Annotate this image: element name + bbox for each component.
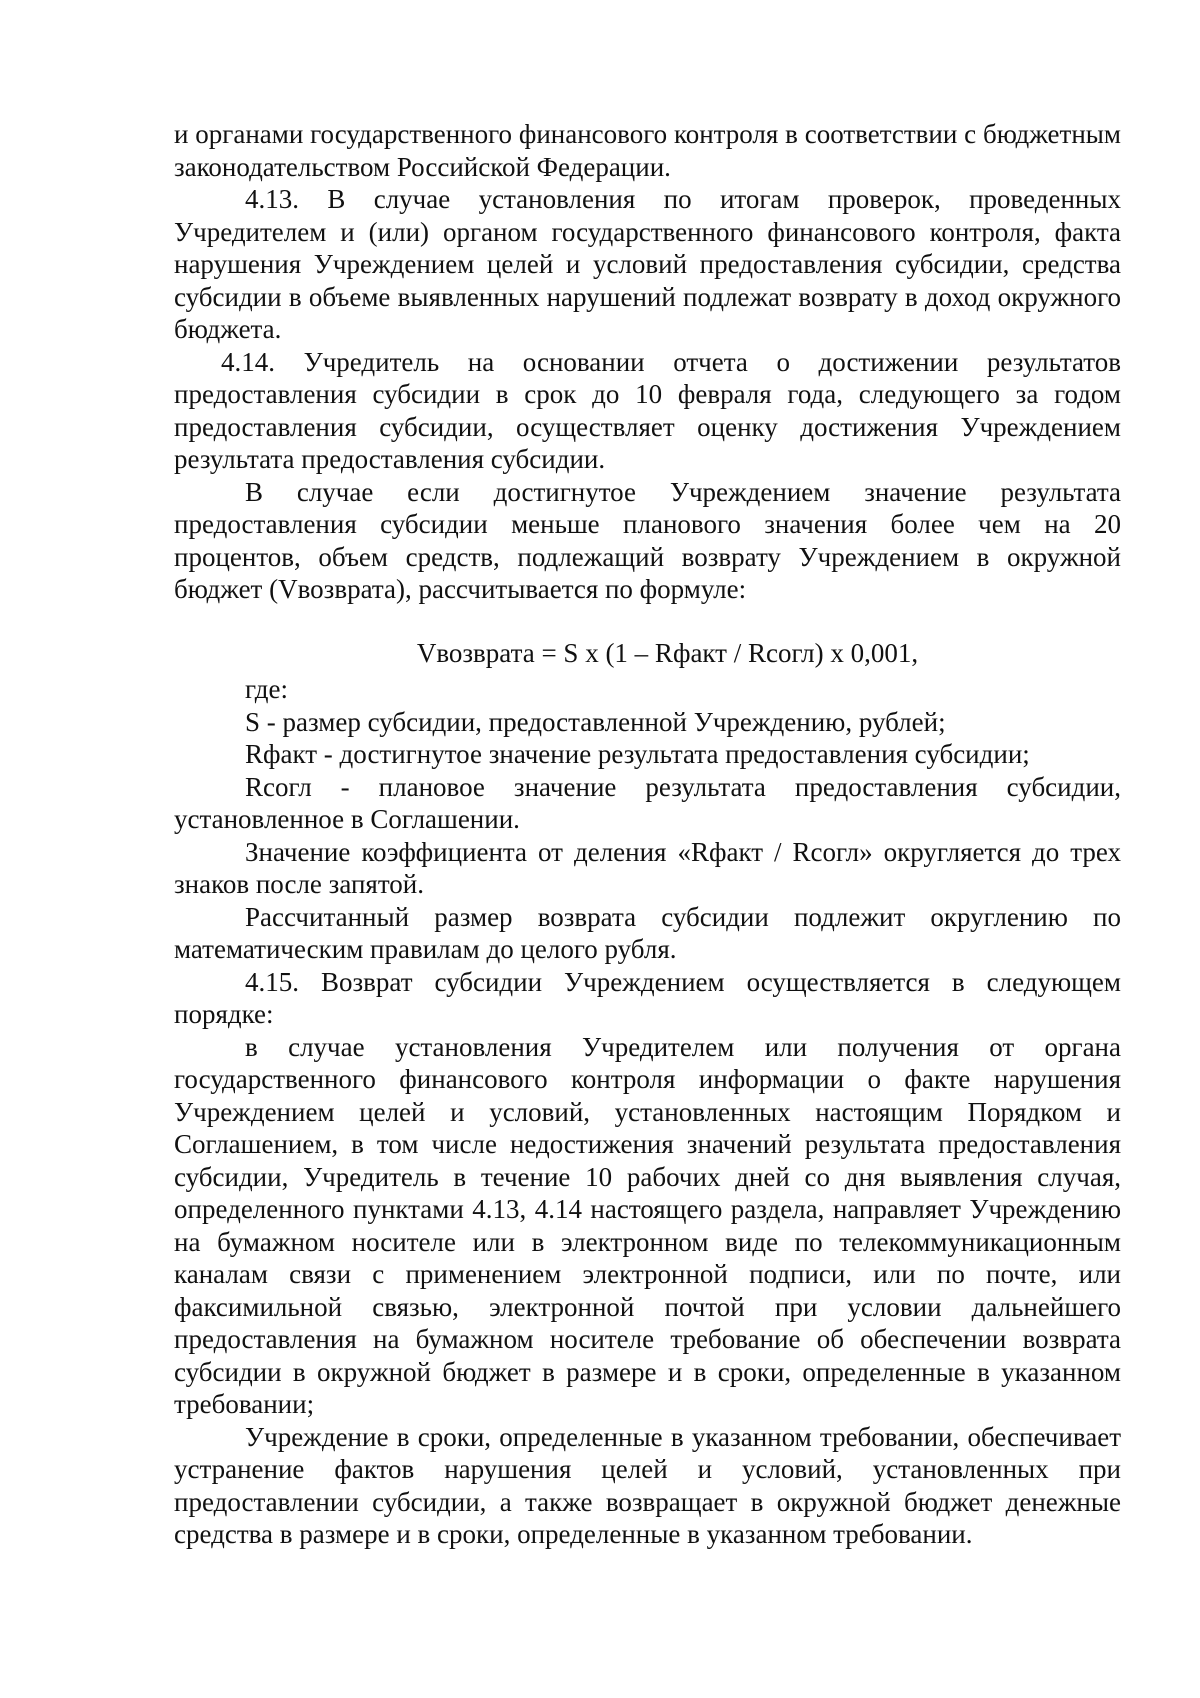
definition-rfakt: Rфакт - достигнутое значение результата предоставления субсидии; — [245, 739, 1030, 769]
formula: Vвозврата = S x (1 – Rфакт / Rсогл) x 0,001, — [416, 637, 919, 668]
paragraph-requirement: в случае установления Учредителем или получения от органа государственного финансового контроля информации о факте нарушения Учреждением целей и условий, установленных настоящим Порядком и Соглашением, в том числе недостижения значений результата предоставления субсидии, Учредитель в течение 10 рабочих дней со дня выявления случая, определенного пунктами 4.13, 4.14 настоящего раздела, направляет Учреждению на бумажном носителе или в электронном виде по телекоммуникационным каналам связи с применением электронной подписи, или по почте, или факсимильной связью, электронной почтой при условии дальнейшего предоставления на бумажном носителе требование об обеспечении возврата субсидии в окружной бюджет в размере и в сроки, определенные в указанном требовании; — [174, 1031, 1121, 1419]
paragraph-where: где: — [245, 674, 288, 704]
definition-s: S - размер субсидии, предоставленной Учреждению, рублей; — [245, 706, 946, 737]
paragraph-coefficient: Значение коэффициента от деления «Rфакт / Rсогл» округляется до трех знаков после запятой. — [174, 836, 1121, 899]
document-page — [174, 118, 1121, 1551]
paragraph-4-14: 4.14. Учредитель на основании отчета о достижении результатов предоставления субсидии в срок до 10 февраля года, следующего за годом предоставления субсидии, осуществляет оценку достижения Учреждением результата предоставления субсидии. — [174, 346, 1121, 474]
definition-rsogl: Rсогл - плановое значение результата предоставления субсидии, установленное в Соглашении. — [174, 771, 1121, 834]
paragraph-institution-duties: Учреждение в сроки, определенные в указанном требовании, обеспечивает устранение фактов нарушения целей и условий, установленных при предоставлении субсидии, а также возвращает в окружной бюджет денежные средства в размере и в сроки, определенные в указанном требовании. — [174, 1421, 1121, 1549]
paragraph-continuation: и органами государственного финансового контроля в соответствии с бюджетным законодательством Российской Федерации. — [174, 119, 1121, 182]
paragraph-4-15: 4.15. Возврат субсидии Учреждением осуществляется в следующем порядке: — [174, 966, 1121, 1029]
paragraph-return-case: В случае если достигнутое Учреждением значение результата предоставления субсидии меньше планового значения более чем на 20 процентов, объем средств, подлежащий возврату Учреждением в окружной бюджет (Vвозврата), рассчитывается по формуле: — [174, 476, 1121, 604]
paragraph-rounding: Рассчитанный размер возврата субсидии подлежит округлению по математическим правилам до целого рубля. — [174, 901, 1121, 964]
paragraph-4-13: 4.13. В случае установления по итогам проверок, проведенных Учредителем и (или) органом государственного финансового контроля, факта нарушения Учреждением целей и условий предоставления субсидии, средства субсидии в объеме выявленных нарушений подлежат возврату в доход окружного бюджета. — [174, 184, 1121, 344]
